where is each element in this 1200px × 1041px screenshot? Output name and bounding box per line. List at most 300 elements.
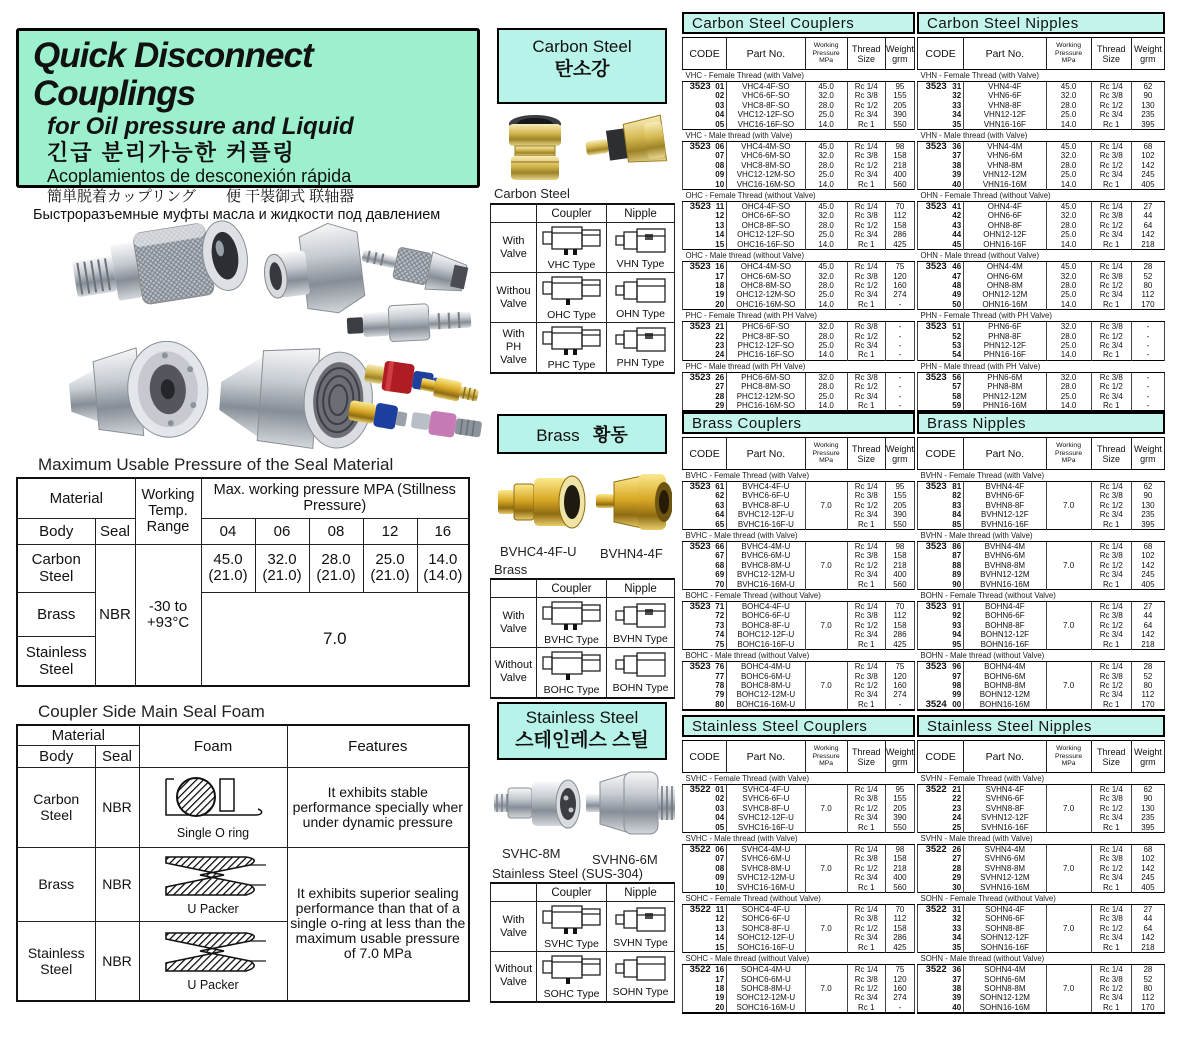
weight-cell: 235 <box>1131 110 1164 119</box>
pressure-cell: 45.0 <box>1046 262 1091 272</box>
part-no-cell: OHC16-16M-SO <box>727 300 805 310</box>
coupler-type-icon <box>542 649 602 680</box>
part-no-cell: VHN4-4M <box>964 142 1046 152</box>
code-cell: 89 <box>918 570 964 579</box>
pressure-cell: 25.0 <box>1046 392 1091 401</box>
part-no-cell: OHN6-6M <box>964 272 1046 281</box>
part-no-cell: BOHC16-16F-U <box>727 640 805 650</box>
spec-col-part: Part No. <box>964 438 1046 470</box>
thread-cell: Rc 1/4 <box>847 602 885 612</box>
part-no-cell: BOHN12-12F <box>964 630 1046 639</box>
part-no-cell: VHC16-16M-SO <box>727 180 805 190</box>
weight-cell: - <box>885 372 914 382</box>
part-no-cell: SVHN6-6M <box>964 854 1046 863</box>
nipple-type-cell: SVHN Type <box>607 902 675 952</box>
part-no-cell: SVHN8-8M <box>964 864 1046 873</box>
code-cell: 3523 06 <box>683 142 727 152</box>
thread-cell: Rc 3/4 <box>1091 570 1131 579</box>
spec-row <box>683 221 915 230</box>
weight-cell: 235 <box>1131 813 1164 822</box>
code-cell: 3523 11 <box>683 202 727 212</box>
nipple-type-icon <box>615 276 667 304</box>
pressure-cell: 28.0 <box>805 221 847 230</box>
thread-cell: Rc 1/2 <box>1091 221 1131 230</box>
thread-cell: Rc 3/8 <box>1091 151 1131 160</box>
code-cell: 19 <box>683 290 727 299</box>
thread-cell: Rc 3/4 <box>1091 290 1131 299</box>
code-cell: 09 <box>683 170 727 179</box>
spec-col-thread: Thread Size <box>847 438 885 470</box>
weight-cell: 90 <box>1131 491 1164 500</box>
code-cell: 35 <box>918 943 964 953</box>
weight-cell: 80 <box>1131 281 1164 290</box>
spec-row <box>918 290 1165 299</box>
code-cell: 33 <box>918 101 964 110</box>
weight-cell: 395 <box>1131 823 1164 833</box>
code-cell: 14 <box>683 933 727 942</box>
weight-cell: - <box>885 300 914 310</box>
thread-cell: Rc 1 <box>1091 350 1131 360</box>
code-cell: 28 <box>683 392 727 401</box>
code-cell: 18 <box>683 984 727 993</box>
weight-cell: 120 <box>885 975 914 984</box>
coupler-type-cell: BOHC Type <box>537 648 607 698</box>
carbon-p08: 28.0 (21.0) <box>309 544 363 592</box>
thread-cell: Rc 1/4 <box>847 662 885 672</box>
weight-cell: 130 <box>1131 101 1164 110</box>
code-cell: 39 <box>918 170 964 179</box>
part-no-cell: OHN8-8F <box>964 221 1046 230</box>
pressure-cell: 45.0 <box>1046 202 1091 212</box>
weight-cell: - <box>885 401 914 411</box>
brass-caption: Brass <box>494 562 528 577</box>
weight-cell: 68 <box>1131 542 1164 552</box>
coupler-type-cell: BVHC Type <box>537 598 607 648</box>
thread-cell: Rc 1/4 <box>1091 202 1131 212</box>
thread-cell: Rc 1 <box>847 180 885 190</box>
part-no-cell: BOHC4-4M-U <box>727 662 805 672</box>
code-cell: 05 <box>683 120 727 130</box>
part-no-cell: PHC12-12F-SO <box>727 341 805 350</box>
thread-cell: Rc 1 <box>1091 700 1131 710</box>
pressure-cell-merged: 7.0 <box>1046 785 1091 833</box>
spec-row <box>918 1003 1165 1013</box>
code-cell: 17 <box>683 975 727 984</box>
spec-row <box>918 161 1165 170</box>
weight-cell: 95 <box>885 785 914 795</box>
spec-row <box>918 300 1165 310</box>
code-cell: 84 <box>918 510 964 519</box>
spec-section-header: VHC - Female Thread (with Valve) <box>683 70 915 82</box>
weight-cell: 170 <box>1131 300 1164 310</box>
weight-cell: 395 <box>1131 120 1164 130</box>
nipple-type-cell: BOHN Type <box>607 648 675 698</box>
part-no-cell: BVHC6-6M-U <box>727 551 805 560</box>
part-no-cell: SOHC6-6M-U <box>727 975 805 984</box>
thread-cell: Rc 1/4 <box>847 142 885 152</box>
weight-cell: 390 <box>885 110 914 119</box>
thread-cell: Rc 3/8 <box>1091 611 1131 620</box>
weight-cell: - <box>885 700 914 710</box>
col-body: Body <box>17 518 95 544</box>
pressure-cell: 14.0 <box>805 300 847 310</box>
spec-row <box>683 1003 915 1013</box>
weight-cell: 52 <box>1131 672 1164 681</box>
spec-col-weight: Weight grm <box>885 438 914 470</box>
weight-cell: 52 <box>1131 272 1164 281</box>
pressure-cell: 32.0 <box>1046 372 1091 382</box>
pressure-cell: 14.0 <box>805 350 847 360</box>
stainless-photo-caption-coupler: SVHC-8M <box>502 846 561 861</box>
part-no-cell: OHC8-8F-SO <box>727 221 805 230</box>
part-no-cell: BOHN8-8F <box>964 621 1046 630</box>
code-cell: 65 <box>683 520 727 530</box>
weight-cell: 170 <box>1131 1003 1164 1013</box>
thread-cell: Rc 3/8 <box>847 322 885 332</box>
weight-cell: 155 <box>885 491 914 500</box>
thread-cell: Rc 1/2 <box>1091 501 1131 510</box>
spec-row <box>683 161 915 170</box>
type-col-blank <box>491 579 537 598</box>
part-no-cell: OHN12-12F <box>964 230 1046 239</box>
type-row <box>491 223 675 273</box>
foam-col-features: Features <box>287 725 469 767</box>
part-no-cell: BOHN6-6F <box>964 611 1046 620</box>
code-cell: 02 <box>683 91 727 100</box>
thread-cell: Rc 1/4 <box>1091 965 1131 975</box>
thread-cell: Rc 1/4 <box>847 82 885 92</box>
spec-row <box>918 501 1165 510</box>
weight-cell: 155 <box>885 91 914 100</box>
brass-photo-caption-nipple: BVHN4-4F <box>600 546 663 561</box>
thread-cell: Rc 1/2 <box>847 101 885 110</box>
thread-cell: Rc 3/8 <box>847 272 885 281</box>
thread-cell: Rc 1 <box>847 401 885 411</box>
carbon-p12: 25.0 (21.0) <box>363 544 417 592</box>
spec-section-header: SVHC - Female Thread (with Valve) <box>683 773 915 785</box>
code-cell: 3522 11 <box>683 905 727 915</box>
coupler-type-cell: SOHC Type <box>537 952 607 1002</box>
thread-cell: Rc 1 <box>1091 823 1131 833</box>
spec-col-weight: Weight grm <box>1131 438 1164 470</box>
code-cell: 3522 26 <box>918 845 964 855</box>
pressure-cell-merged: 7.0 <box>1046 905 1091 953</box>
part-no-cell: SOHC4-4M-U <box>727 965 805 975</box>
part-no-cell: SVHN6-6F <box>964 794 1046 803</box>
code-cell: 32 <box>918 914 964 923</box>
code-cell: 54 <box>918 350 964 360</box>
thread-cell: Rc 1/2 <box>847 924 885 933</box>
spec-section-header: OHN - Male thread (without Valve) <box>918 250 1165 262</box>
thread-cell: Rc 1/2 <box>847 221 885 230</box>
code-cell: 47 <box>918 272 964 281</box>
weight-cell: 390 <box>885 510 914 519</box>
thread-cell: Rc 3/4 <box>1091 933 1131 942</box>
foam-label-upacker-1: U Packer <box>187 901 239 916</box>
spec-row <box>918 984 1165 993</box>
code-cell: 93 <box>918 621 964 630</box>
spec-row <box>683 984 915 993</box>
spec-section-header: SOHN - Male thread (without Valve) <box>918 953 1165 965</box>
u-packer-icon <box>158 853 268 899</box>
spec-row <box>683 542 915 552</box>
spec-section-header: VHN - Female Thread (with Valve) <box>918 70 1165 82</box>
code-cell: 94 <box>918 630 964 639</box>
weight-cell: 80 <box>1131 681 1164 690</box>
thread-cell: Rc 1 <box>847 300 885 310</box>
thread-cell: Rc 1 <box>1091 300 1131 310</box>
spec-row <box>918 854 1165 863</box>
weight-cell: 28 <box>1131 662 1164 672</box>
spec-col-part: Part No. <box>727 438 805 470</box>
thread-cell: Rc 1/4 <box>847 845 885 855</box>
thread-cell: Rc 3/4 <box>1091 110 1131 119</box>
thread-cell: Rc 3/8 <box>847 975 885 984</box>
spec-section-header: OHC - Male thread (without Valve) <box>683 250 915 262</box>
spec-table <box>682 37 915 412</box>
code-cell: 3523 76 <box>683 662 727 672</box>
thread-cell: Rc 3/8 <box>1091 491 1131 500</box>
pressure-cell: 25.0 <box>805 392 847 401</box>
thread-cell: Rc 1 <box>1091 120 1131 130</box>
pressure-cell: 45.0 <box>805 202 847 212</box>
part-no-cell: BVHC12-12M-U <box>727 570 805 579</box>
part-no-cell: BOHN12-12M <box>964 690 1046 699</box>
weight-cell: 235 <box>1131 510 1164 519</box>
code-cell: 13 <box>683 924 727 933</box>
thread-cell: Rc 3/8 <box>847 372 885 382</box>
spec-table-title: Stainless Steel Nipples <box>917 715 1165 737</box>
type-row-label: With Valve <box>491 598 537 648</box>
weight-cell: 158 <box>885 621 914 630</box>
thread-cell: Rc 1/4 <box>847 482 885 492</box>
thread-cell: Rc 1 <box>1091 520 1131 530</box>
code-cell: 48 <box>918 281 964 290</box>
coupler-type-cell: VHC Type <box>537 223 607 273</box>
part-no-cell: VHC4-4M-SO <box>727 142 805 152</box>
thread-cell: Rc 1 <box>1091 240 1131 250</box>
thread-cell: Rc 1 <box>847 823 885 833</box>
code-cell: 64 <box>683 510 727 519</box>
code-cell: 07 <box>683 854 727 863</box>
spec-row <box>918 690 1165 699</box>
weight-cell: 95 <box>885 482 914 492</box>
spec-col-code: CODE <box>683 741 727 773</box>
code-cell: 52 <box>918 332 964 341</box>
part-no-cell: BVHC8-8F-U <box>727 501 805 510</box>
part-no-cell: VHN8-8F <box>964 101 1046 110</box>
spec-row <box>683 630 915 639</box>
weight-cell: - <box>885 322 914 332</box>
code-cell: 3523 66 <box>683 542 727 552</box>
weight-cell: 112 <box>1131 690 1164 699</box>
foam-label-oring: Single O ring <box>176 825 250 840</box>
spec-col-part: Part No. <box>964 38 1046 70</box>
weight-cell: 112 <box>885 611 914 620</box>
weight-cell: 102 <box>1131 151 1164 160</box>
thread-cell: Rc 1/2 <box>1091 864 1131 873</box>
stainless-photo-caption-nipple: SVHN6-6M <box>592 852 658 867</box>
carbon-type-table <box>490 203 674 374</box>
part-no-cell: BOHN6-6M <box>964 672 1046 681</box>
code-cell: 92 <box>918 611 964 620</box>
foam-col-body: Body <box>17 745 95 767</box>
code-cell: 12 <box>683 914 727 923</box>
brass-photo-caption-coupler: BVHC4-4F-U <box>500 544 577 559</box>
spec-row <box>918 91 1165 100</box>
foam-col-foam: Foam <box>139 725 287 767</box>
spec-row <box>683 700 915 710</box>
thread-cell: Rc 3/8 <box>847 211 885 220</box>
spec-row <box>683 570 915 579</box>
spec-section-header: BVHN - Male thread (with Valve) <box>918 530 1165 542</box>
spec-row <box>918 804 1165 813</box>
pressure-cell: 28.0 <box>805 161 847 170</box>
weight-cell: 405 <box>1131 180 1164 190</box>
spec-col-pressure: Working Pressure MPa <box>1046 38 1091 70</box>
pressure-cell: 45.0 <box>805 262 847 272</box>
part-no-cell: OHN16-16M <box>964 300 1046 310</box>
brass-couplers-table <box>682 412 915 711</box>
code-cell: 09 <box>683 873 727 882</box>
col-material: Material <box>17 478 135 518</box>
weight-cell: 44 <box>1131 611 1164 620</box>
spec-col-pressure: Working Pressure MPa <box>805 438 847 470</box>
part-no-cell: VHN12-12M <box>964 170 1046 179</box>
code-cell: 29 <box>683 401 727 411</box>
part-no-cell: BVHC8-8M-U <box>727 561 805 570</box>
spec-row <box>918 662 1165 672</box>
part-no-cell: BOHC8-8M-U <box>727 681 805 690</box>
code-cell: 10 <box>683 180 727 190</box>
weight-cell: 205 <box>885 101 914 110</box>
code-cell: 29 <box>918 873 964 882</box>
pressure-cell: 14.0 <box>1046 120 1091 130</box>
code-cell: 3522 01 <box>683 785 727 795</box>
thread-cell: Rc 3/8 <box>847 551 885 560</box>
spec-table <box>917 740 1165 1014</box>
size-06: 06 <box>255 518 309 544</box>
spec-row <box>683 151 915 160</box>
foam-table-heading: Coupler Side Main Seal Foam <box>38 702 265 721</box>
type-row <box>491 323 675 373</box>
spec-row <box>683 341 915 350</box>
stainless-box <box>497 702 667 760</box>
code-cell: 3523 16 <box>683 262 727 272</box>
nipple-type-icon <box>615 226 667 254</box>
weight-cell: 28 <box>1131 262 1164 272</box>
weight-cell: - <box>885 392 914 401</box>
type-col-nipple: Nipple <box>607 883 675 902</box>
spec-section-header: SVHC - Male thread (with Valve) <box>683 833 915 845</box>
code-cell: 3524 00 <box>918 700 964 710</box>
part-no-cell: VHC6-6M-SO <box>727 151 805 160</box>
pressure-cell: 28.0 <box>1046 281 1091 290</box>
weight-cell: 560 <box>885 883 914 893</box>
spec-col-weight: Weight grm <box>1131 38 1164 70</box>
spec-row <box>918 372 1165 382</box>
weight-cell: 274 <box>885 993 914 1002</box>
thread-cell: Rc 1 <box>1091 580 1131 590</box>
spec-col-thread: Thread Size <box>1091 38 1131 70</box>
weight-cell: 245 <box>1131 873 1164 882</box>
weight-cell: 218 <box>1131 240 1164 250</box>
size-12: 12 <box>363 518 417 544</box>
spec-col-part: Part No. <box>964 741 1046 773</box>
code-cell: 70 <box>683 580 727 590</box>
pressure-cell: 28.0 <box>805 382 847 391</box>
part-no-cell: SVHN4-4M <box>964 845 1046 855</box>
weight-cell: 68 <box>1131 142 1164 152</box>
col-temp: Working Temp. Range <box>135 478 201 544</box>
part-no-cell: SVHC16-16M-U <box>727 883 805 893</box>
foam-body-stainless: Stainless Steel <box>17 921 95 1001</box>
weight-cell: 218 <box>885 161 914 170</box>
body-stainless: Stainless Steel <box>17 636 95 686</box>
thread-cell: Rc 3/8 <box>847 91 885 100</box>
spec-col-code: CODE <box>683 438 727 470</box>
thread-cell: Rc 1 <box>1091 1003 1131 1013</box>
part-no-cell: SOHN4-4M <box>964 965 1046 975</box>
body-brass: Brass <box>17 592 95 636</box>
weight-cell: 142 <box>1131 630 1164 639</box>
pressure-cell: 14.0 <box>805 401 847 411</box>
spec-row <box>918 672 1165 681</box>
weight-cell: 160 <box>885 984 914 993</box>
weight-cell: - <box>1131 401 1164 411</box>
pressure-cell: 14.0 <box>805 240 847 250</box>
weight-cell: 142 <box>1131 161 1164 170</box>
thread-cell: Rc 1 <box>847 520 885 530</box>
spec-row <box>683 640 915 650</box>
thread-cell: Rc 3/8 <box>1091 322 1131 332</box>
code-cell: 88 <box>918 561 964 570</box>
code-cell: 97 <box>918 672 964 681</box>
spec-row <box>918 914 1165 923</box>
spec-col-thread: Thread Size <box>1091 741 1131 773</box>
type-col-coupler: Coupler <box>537 579 607 598</box>
spec-row <box>683 672 915 681</box>
pressure-cell: 45.0 <box>1046 142 1091 152</box>
code-cell: 78 <box>683 681 727 690</box>
weight-cell: 205 <box>885 804 914 813</box>
weight-cell: 27 <box>1131 602 1164 612</box>
code-cell: 3523 41 <box>918 202 964 212</box>
spec-row <box>683 91 915 100</box>
code-cell: 13 <box>683 221 727 230</box>
spec-row <box>683 392 915 401</box>
nipple-type-icon <box>615 954 667 982</box>
part-no-cell: SVHN12-12F <box>964 813 1046 822</box>
carbon-steel-photo <box>495 108 670 184</box>
thread-cell: Rc 1/4 <box>1091 602 1131 612</box>
thread-cell: Rc 1/4 <box>1091 662 1131 672</box>
part-no-cell: PHC12-12M-SO <box>727 392 805 401</box>
pressure-cell-merged: 7.0 <box>1046 542 1091 590</box>
spec-row <box>918 230 1165 239</box>
part-no-cell: SVHC16-16F-U <box>727 823 805 833</box>
spec-row <box>918 943 1165 953</box>
thread-cell: Rc 1 <box>847 700 885 710</box>
code-cell: 85 <box>918 520 964 530</box>
foam-seal-carbon: NBR <box>95 767 139 847</box>
spec-row <box>683 120 915 130</box>
brass-box-en: Brass <box>536 426 580 445</box>
thread-cell: Rc 1 <box>847 240 885 250</box>
thread-cell: Rc 3/4 <box>847 170 885 179</box>
part-no-cell: PHC16-16M-SO <box>727 401 805 411</box>
foam-seal-brass: NBR <box>95 847 139 921</box>
